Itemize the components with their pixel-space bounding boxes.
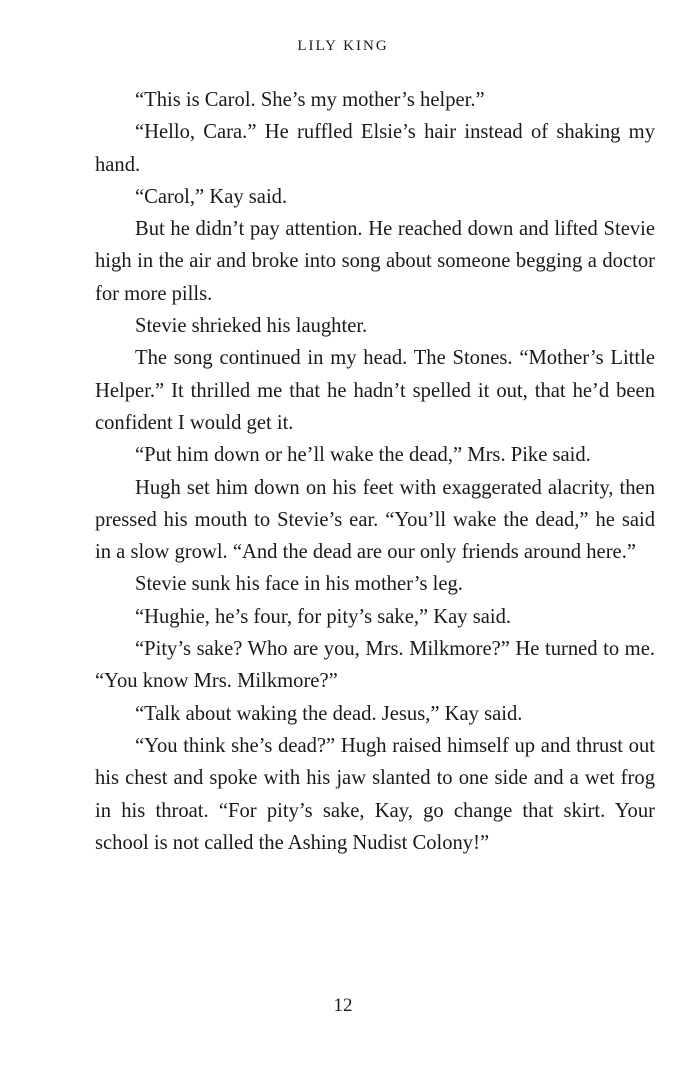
paragraph: “Hello, Cara.” He ruffled Elsie’s hair instead of shaking my hand. <box>95 121 655 176</box>
paragraph: “Put him down or he’ll wake the dead,” Mrs. Pike said. <box>135 444 591 467</box>
paragraph: The song continued in my head. The Stones. “Mother’s Little Helper.” It thrilled me that he hadn’t spelled it out, that he’d been confident I would get it. <box>95 347 655 434</box>
paragraph: “You think she’s dead?” Hugh raised himself up and thrust out his chest and spoke with his jaw slanted to one side and a wet frog in his throat. “For pity’s sake, Kay, go change that skirt. Your school is not called the Ashing Nudist Colony!” <box>95 734 655 854</box>
paragraph: “This is Carol. She’s my mother’s helper.” <box>135 89 485 111</box>
paragraph: “Pity’s sake? Who are you, Mrs. Milkmore?” He turned to me. “You know Mrs. Milkmore?” <box>95 638 655 693</box>
paragraph: But he didn’t pay attention. He reached down and lifted Stevie high in the air and broke into song about someone begging a doctor for more pills. <box>95 218 655 305</box>
running-header: LILY KING <box>297 38 389 54</box>
page-number: 12 <box>333 995 353 1016</box>
body-text <box>95 84 655 859</box>
paragraph: Stevie sunk his face in his mother’s leg. <box>135 573 463 596</box>
paragraph: Stevie shrieked his laughter. <box>135 315 368 338</box>
paragraph: Hugh set him down on his feet with exaggerated alacrity, then pressed his mouth to Stevie’s ear. “You’ll wake the dead,” he said in a slow growl. “And the dead are our only friends around here.” <box>95 476 655 564</box>
paragraph: “Hughie, he’s four, for pity’s sake,” Kay said. <box>135 605 512 628</box>
paragraph: “Carol,” Kay said. <box>135 185 288 208</box>
paragraph: “Talk about waking the dead. Jesus,” Kay said. <box>135 702 523 725</box>
